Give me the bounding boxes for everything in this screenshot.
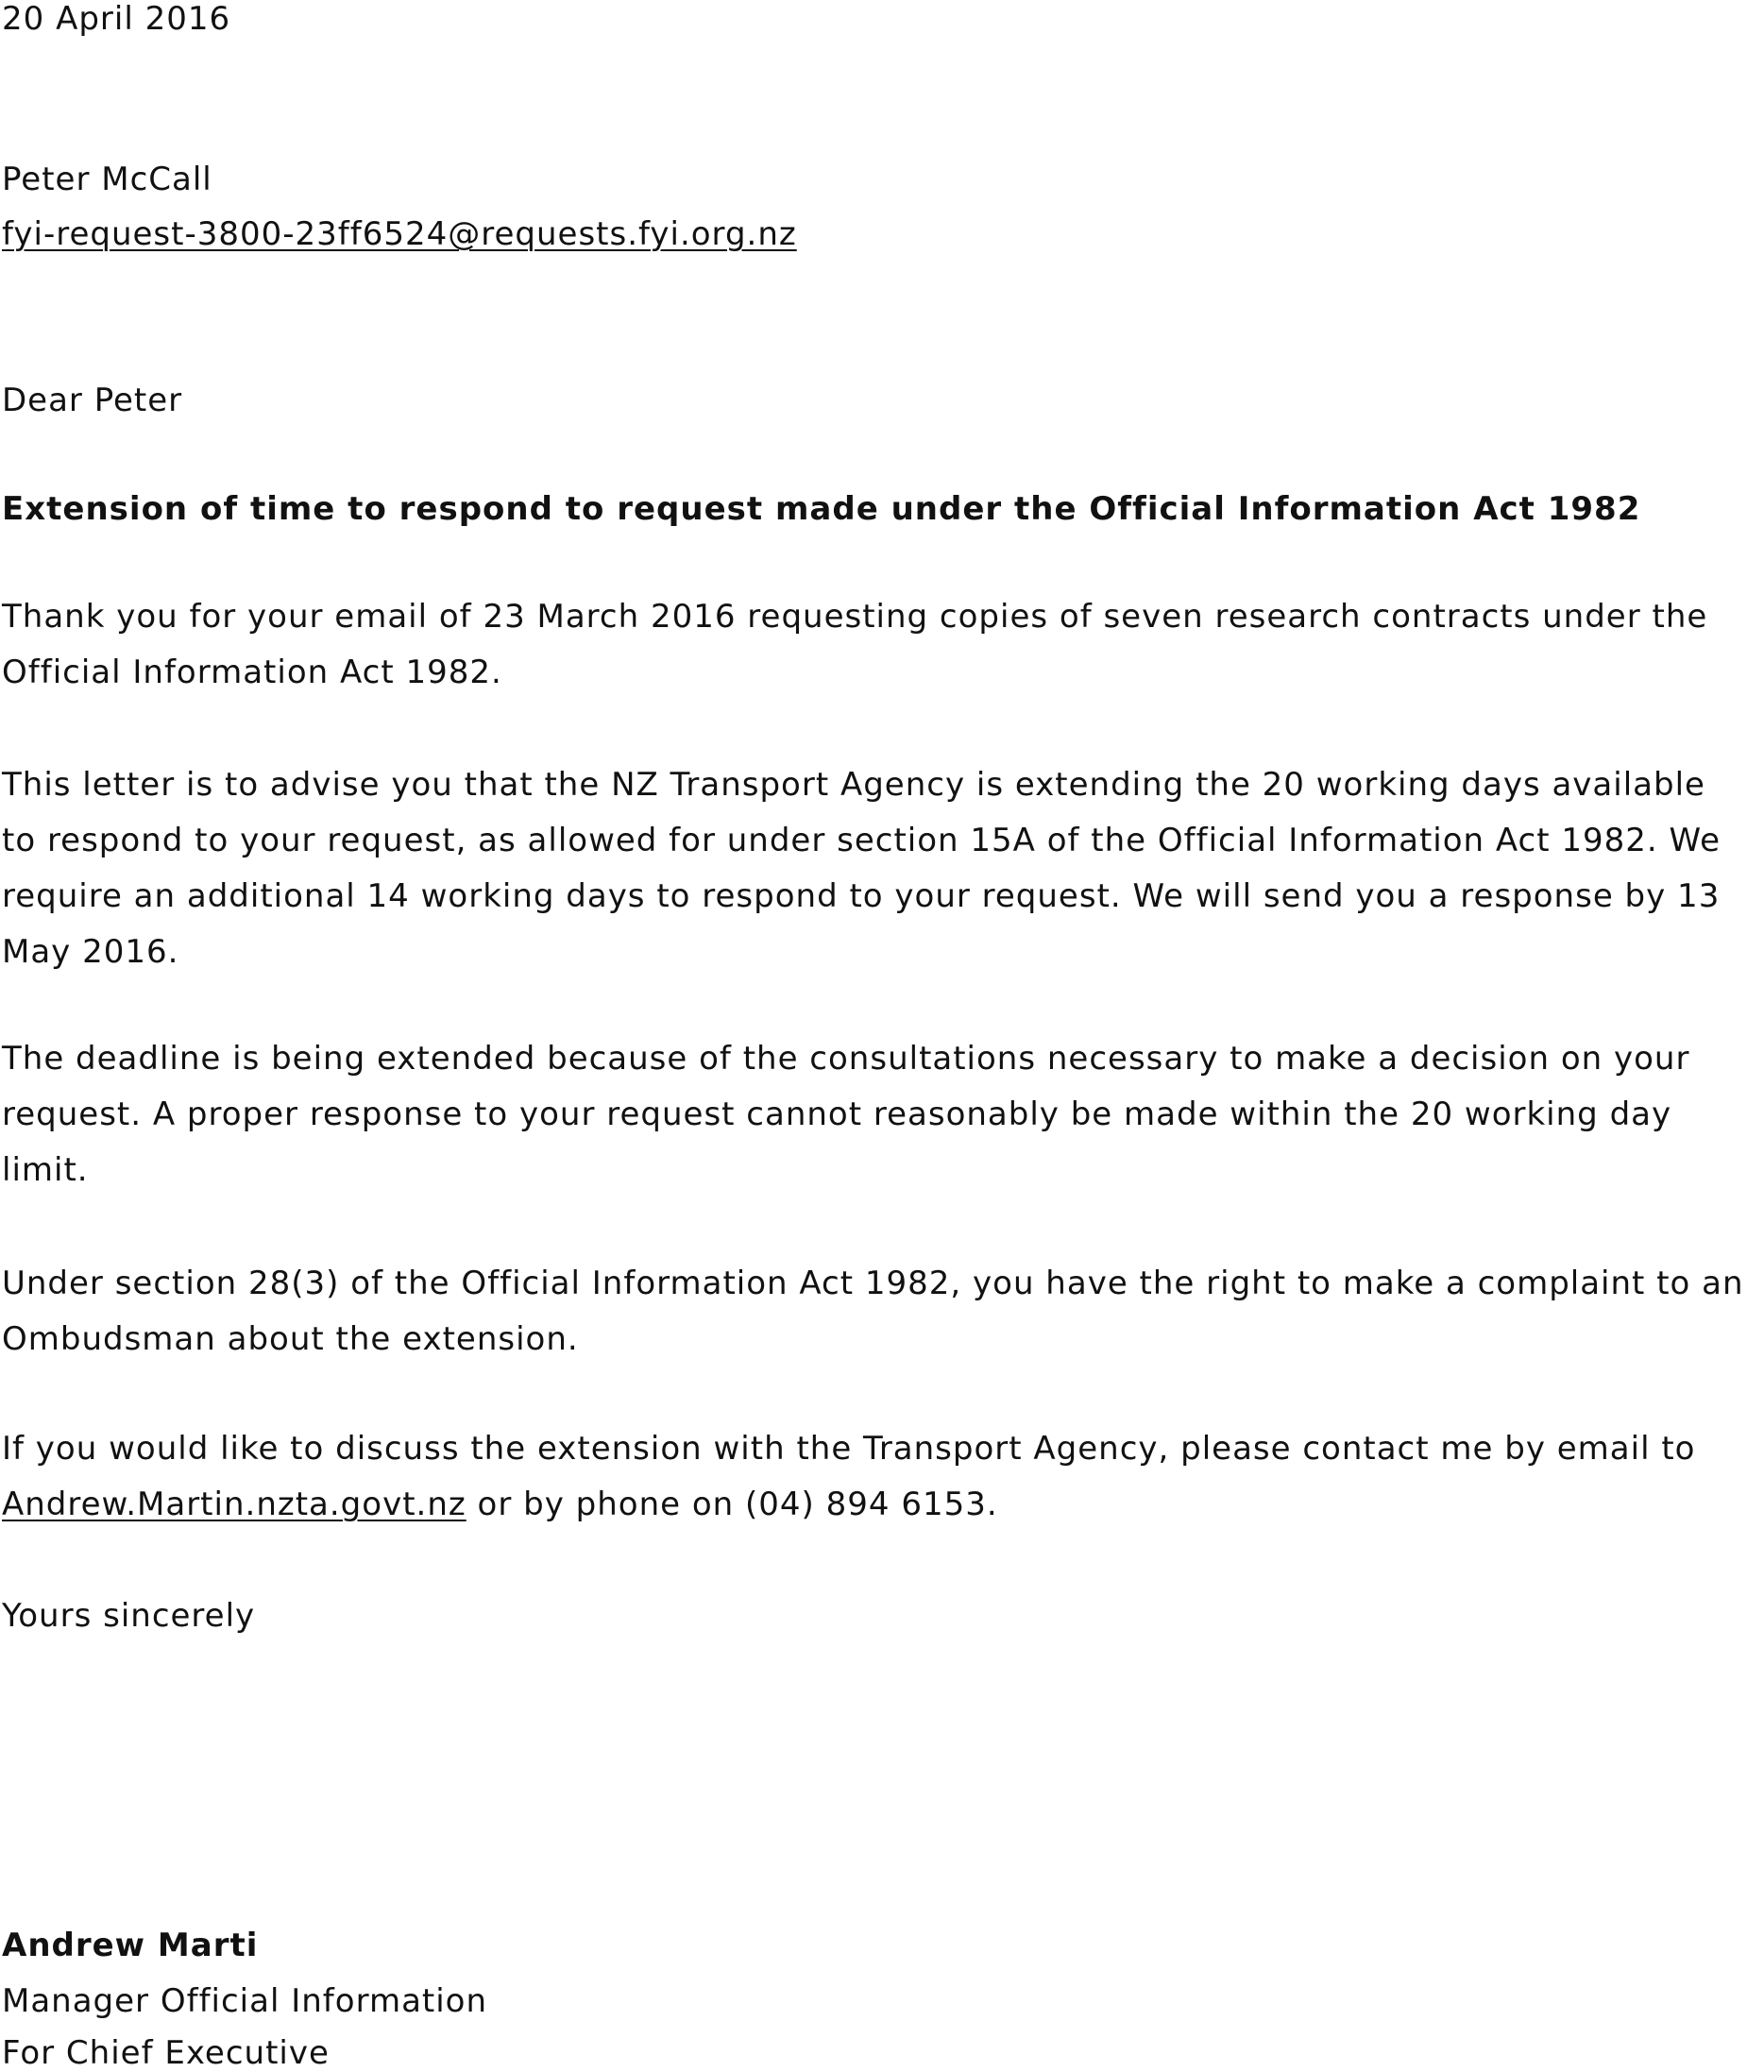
closing: Yours sincerely — [2, 1597, 256, 1635]
contact-text-before: If you would like to discuss the extension with the Transport Agency, please contact me by email to — [2, 1430, 1696, 1468]
recipient-email-link[interactable]: fyi-request-3800-23ff6524@requests.fyi.org.nz — [2, 215, 797, 253]
paragraph-4: Under section 28(3) of the Official Information Act 1982, you have the right to make a complaint to an Ombudsman about the extension. — [2, 1265, 1744, 1358]
contact-text-after: or by phone on (04) 894 6153. — [477, 1486, 998, 1523]
contact-email-link[interactable]: Andrew.Martin.nzta.govt.nz — [2, 1486, 466, 1523]
subject-heading: Extension of time to respond to request made under the Official Information Act 1982 — [2, 490, 1641, 528]
signatory-name: Andrew Marti — [2, 1927, 259, 1964]
letter-date: 20 April 2016 — [2, 0, 231, 38]
signatory-title: Manager Official Information — [2, 1982, 488, 2020]
paragraph-2: This letter is to advise you that the NZ Transport Agency is extending the 20 working days available to respond to your request, as allowed for under section 15A of the Official Information Act 1982. We require an additional 14 working days to respond to your request. We will send you a response by 13 May 2016. — [2, 766, 1722, 971]
salutation: Dear Peter — [2, 382, 183, 419]
contact-paragraph — [2, 1421, 1749, 1533]
recipient-name: Peter McCall — [2, 161, 212, 198]
paragraph-1: Thank you for your email of 23 March 2016 requesting copies of seven research contracts under the Official Information Act 1982. — [2, 598, 1708, 691]
paragraph-3: The deadline is being extended because of the consultations necessary to make a decision on your request. A proper response to your request cannot reasonably be made within the 20 working day limit. — [2, 1040, 1690, 1189]
signatory-for: For Chief Executive — [2, 2034, 330, 2072]
